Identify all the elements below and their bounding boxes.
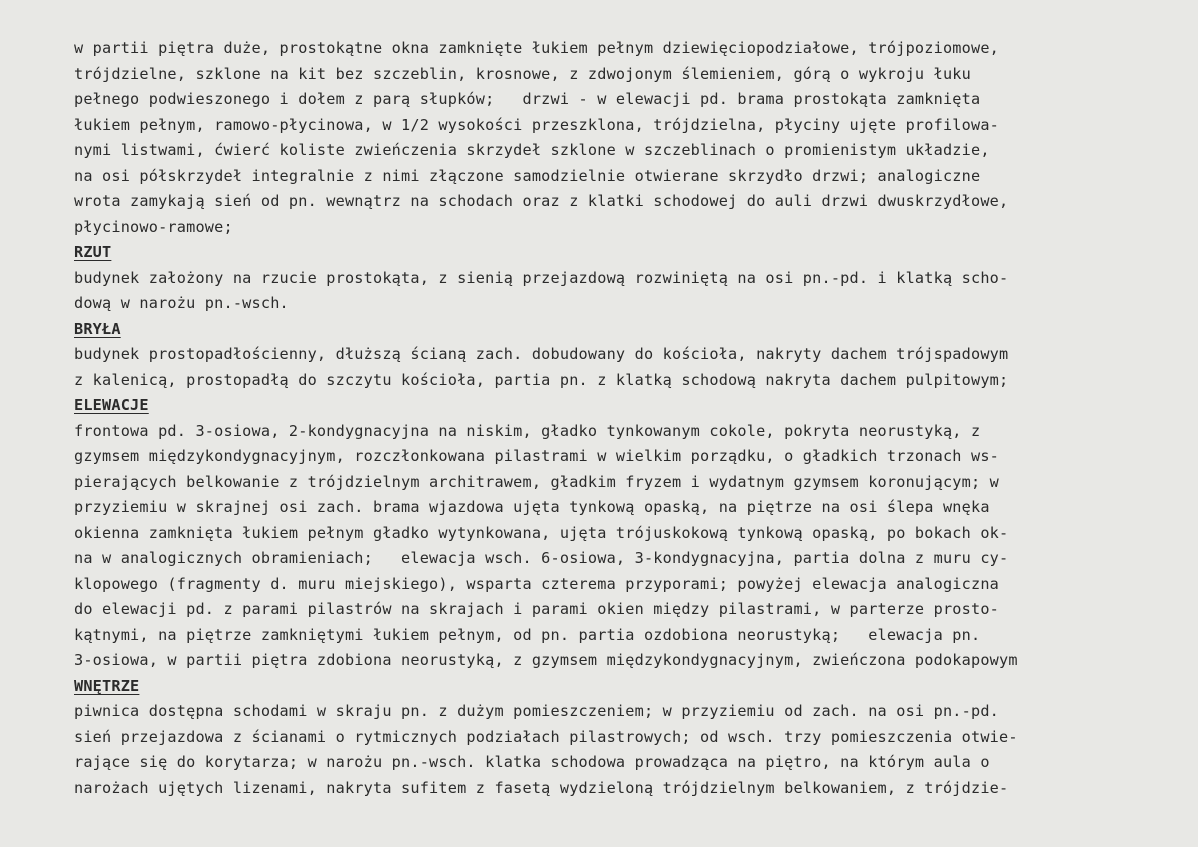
text-line: w partii piętra duże, prostokątne okna zamknięte łukiem pełnym dziewięciopodziałowe, trójpoziomowe, <box>74 39 1000 57</box>
text-line: 3-osiowa, w partii piętra zdobiona neorustyką, z gzymsem międzykondygnacyjnym, zwieńczona podokapowym <box>74 651 1018 669</box>
text-line: narożach ujętych lizenami, nakryta sufitem z fasetą wydzieloną trójdzielnym belkowaniem, z trójdzie- <box>74 778 1009 797</box>
text-line: piwnica dostępna schodami w skraju pn. z dużym pomieszczeniem; w przyziemiu od zach. na osi pn.-pd. <box>74 702 1000 720</box>
text-line: z kalenicą, prostopadłą do szczytu kościoła, partia pn. z klatką schodową nakryta dachem pulpitowym; <box>74 370 1009 389</box>
text-line: płycinowo-ramowe; <box>74 217 233 236</box>
text-line: trójdzielne, szklone na kit bez szczeblin, krosnowe, z zdwojonym ślemieniem, górą o wykroju łuku <box>74 64 971 83</box>
text-line: wrota zamykają sień od pn. wewnątrz na schodach oraz z klatki schodowej do auli drzwi dwuskrzydłowe, <box>74 192 1009 210</box>
text-line: sień przejazdowa z ścianami o rytmicznych podziałach pilastrowych; od wsch. trzy pomieszczenia otwie- <box>74 727 1018 746</box>
section-heading: WNĘTRZE <box>74 676 140 695</box>
text-line: przyziemiu w skrajnej osi zach. brama wjazdowa ujęta tynkową opaską, na piętrze na osi ślepa wnęka <box>74 498 990 516</box>
text-line: do elewacji pd. z parami pilastrów na skrajach i parami okien między pilastrami, w parterze prosto- <box>74 600 1000 618</box>
section-heading: BRYŁA <box>74 319 121 338</box>
text-line: kątnymi, na piętrze zamkniętymi łukiem pełnym, od pn. partia ozdobiona neorustyką; elewacja pn. <box>74 625 981 644</box>
text-line: frontowa pd. 3-osiowa, 2-kondygnacyjna na niskim, gładko tynkowanym cokole, pokryta neorustyką, z <box>74 421 981 440</box>
text-line: okienna zamknięta łukiem pełnym gładko wytynkowana, ujęta trójuskokową tynkową opaską, po bokach ok- <box>74 523 1009 542</box>
text-line: pełnego podwieszonego i dołem z parą słupków; drzwi - w elewacji pd. brama prostokąta zamknięta <box>74 90 981 108</box>
text-line: dową w narożu pn.-wsch. <box>74 294 289 312</box>
text-line: klopowego (fragmenty d. muru miejskiego), wsparta czterema przyporami; powyżej elewacja analogiczna <box>74 574 1000 593</box>
text-line: gzymsem międzykondygnacyjnym, rozczłonkowana pilastrami w wielkim porządku, o gładkich trzonach ws- <box>74 447 1000 465</box>
section-heading: RZUT <box>74 243 112 261</box>
text-line: budynek założony na rzucie prostokąta, z sienią przejazdową rozwiniętą na osi pn.-pd. i klatką scho- <box>74 268 1009 287</box>
text-line: nymi listwami, ćwierć koliste zwieńczenia skrzydeł szklone w szczeblinach o promienistym układzie, <box>74 141 990 159</box>
text-line: pierających belkowanie z trójdzielnym architrawem, gładkim fryzem i wydatnym gzymsem koronującym; w <box>74 472 1000 491</box>
text-line: na osi półskrzydeł integralnie z nimi złączone samodzielnie otwierane skrzydło drzwi; analogiczne <box>74 166 981 185</box>
text-line: rające się do korytarza; w narożu pn.-wsch. klatka schodowa prowadząca na piętro, na którym aula o <box>74 753 990 771</box>
text-line: budynek prostopadłościenny, dłuższą ścianą zach. dobudowany do kościoła, nakryty dachem trójspadowym <box>74 345 1009 363</box>
section-heading: ELEWACJE <box>74 396 149 414</box>
text-line: na w analogicznych obramieniach; elewacja wsch. 6-osiowa, 3-kondygnacyjna, partia dolna z muru cy- <box>74 549 1009 567</box>
document-text <box>74 36 1184 801</box>
text-line: łukiem pełnym, ramowo-płycinowa, w 1/2 wysokości przeszklona, trójdzielna, płyciny ujęte profilowa- <box>74 115 1000 134</box>
